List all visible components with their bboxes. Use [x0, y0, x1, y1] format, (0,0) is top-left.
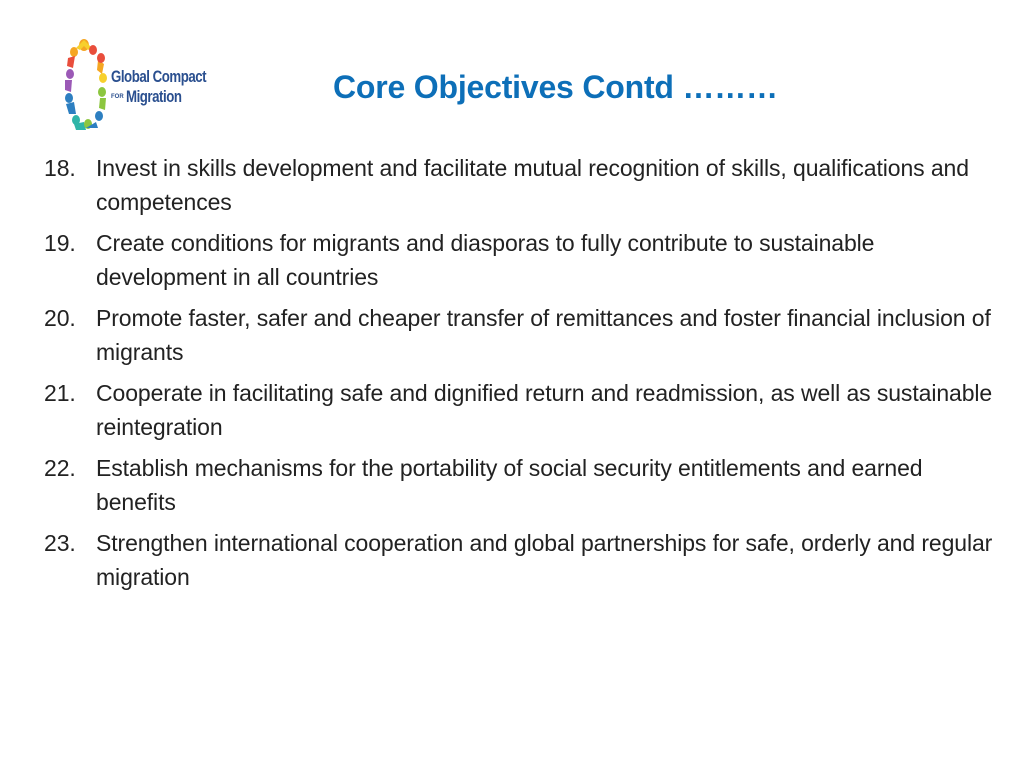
objective-number: 21. — [44, 380, 76, 406]
objective-text: Invest in skills development and facilitate mutual recognition of skills, qualifications and competences — [96, 155, 969, 215]
objective-number: 22. — [44, 455, 76, 481]
objective-text: Establish mechanisms for the portability of social security entitlements and earned benefits — [96, 455, 923, 515]
objective-number: 20. — [44, 305, 76, 331]
global-compact-logo — [62, 36, 212, 132]
logo-migration-text: Migration — [125, 87, 182, 106]
objective-item-21 — [44, 376, 994, 444]
objective-text: Strengthen international cooperation and global partnerships for safe, orderly and regular migration — [96, 530, 993, 590]
objective-item-22 — [44, 451, 994, 519]
objective-item-18 — [44, 151, 994, 219]
slide-title: Core Objectives Contd ……… — [333, 69, 778, 105]
objective-item-23 — [44, 526, 994, 594]
objective-text: Cooperate in facilitating safe and dignified return and readmission, as well as sustainable reintegration — [96, 380, 993, 440]
objective-number: 18. — [44, 155, 76, 181]
objective-item-20 — [44, 301, 994, 369]
logo-wordmark — [111, 68, 233, 105]
objectives-list — [44, 151, 994, 601]
objective-text: Create conditions for migrants and diasporas to fully contribute to sustainable development in all countries — [96, 230, 875, 290]
logo-for-text: FOR — [111, 93, 124, 100]
objective-number: 23. — [44, 530, 76, 556]
people-circle-logo-icon — [62, 36, 108, 132]
logo-line-migration — [111, 88, 233, 105]
objective-text: Promote faster, safer and cheaper transfer of remittances and foster financial inclusion of migrants — [96, 305, 991, 365]
logo-line-global-compact: Global Compact — [111, 67, 207, 86]
objective-number: 19. — [44, 230, 76, 256]
objective-item-19 — [44, 226, 994, 294]
